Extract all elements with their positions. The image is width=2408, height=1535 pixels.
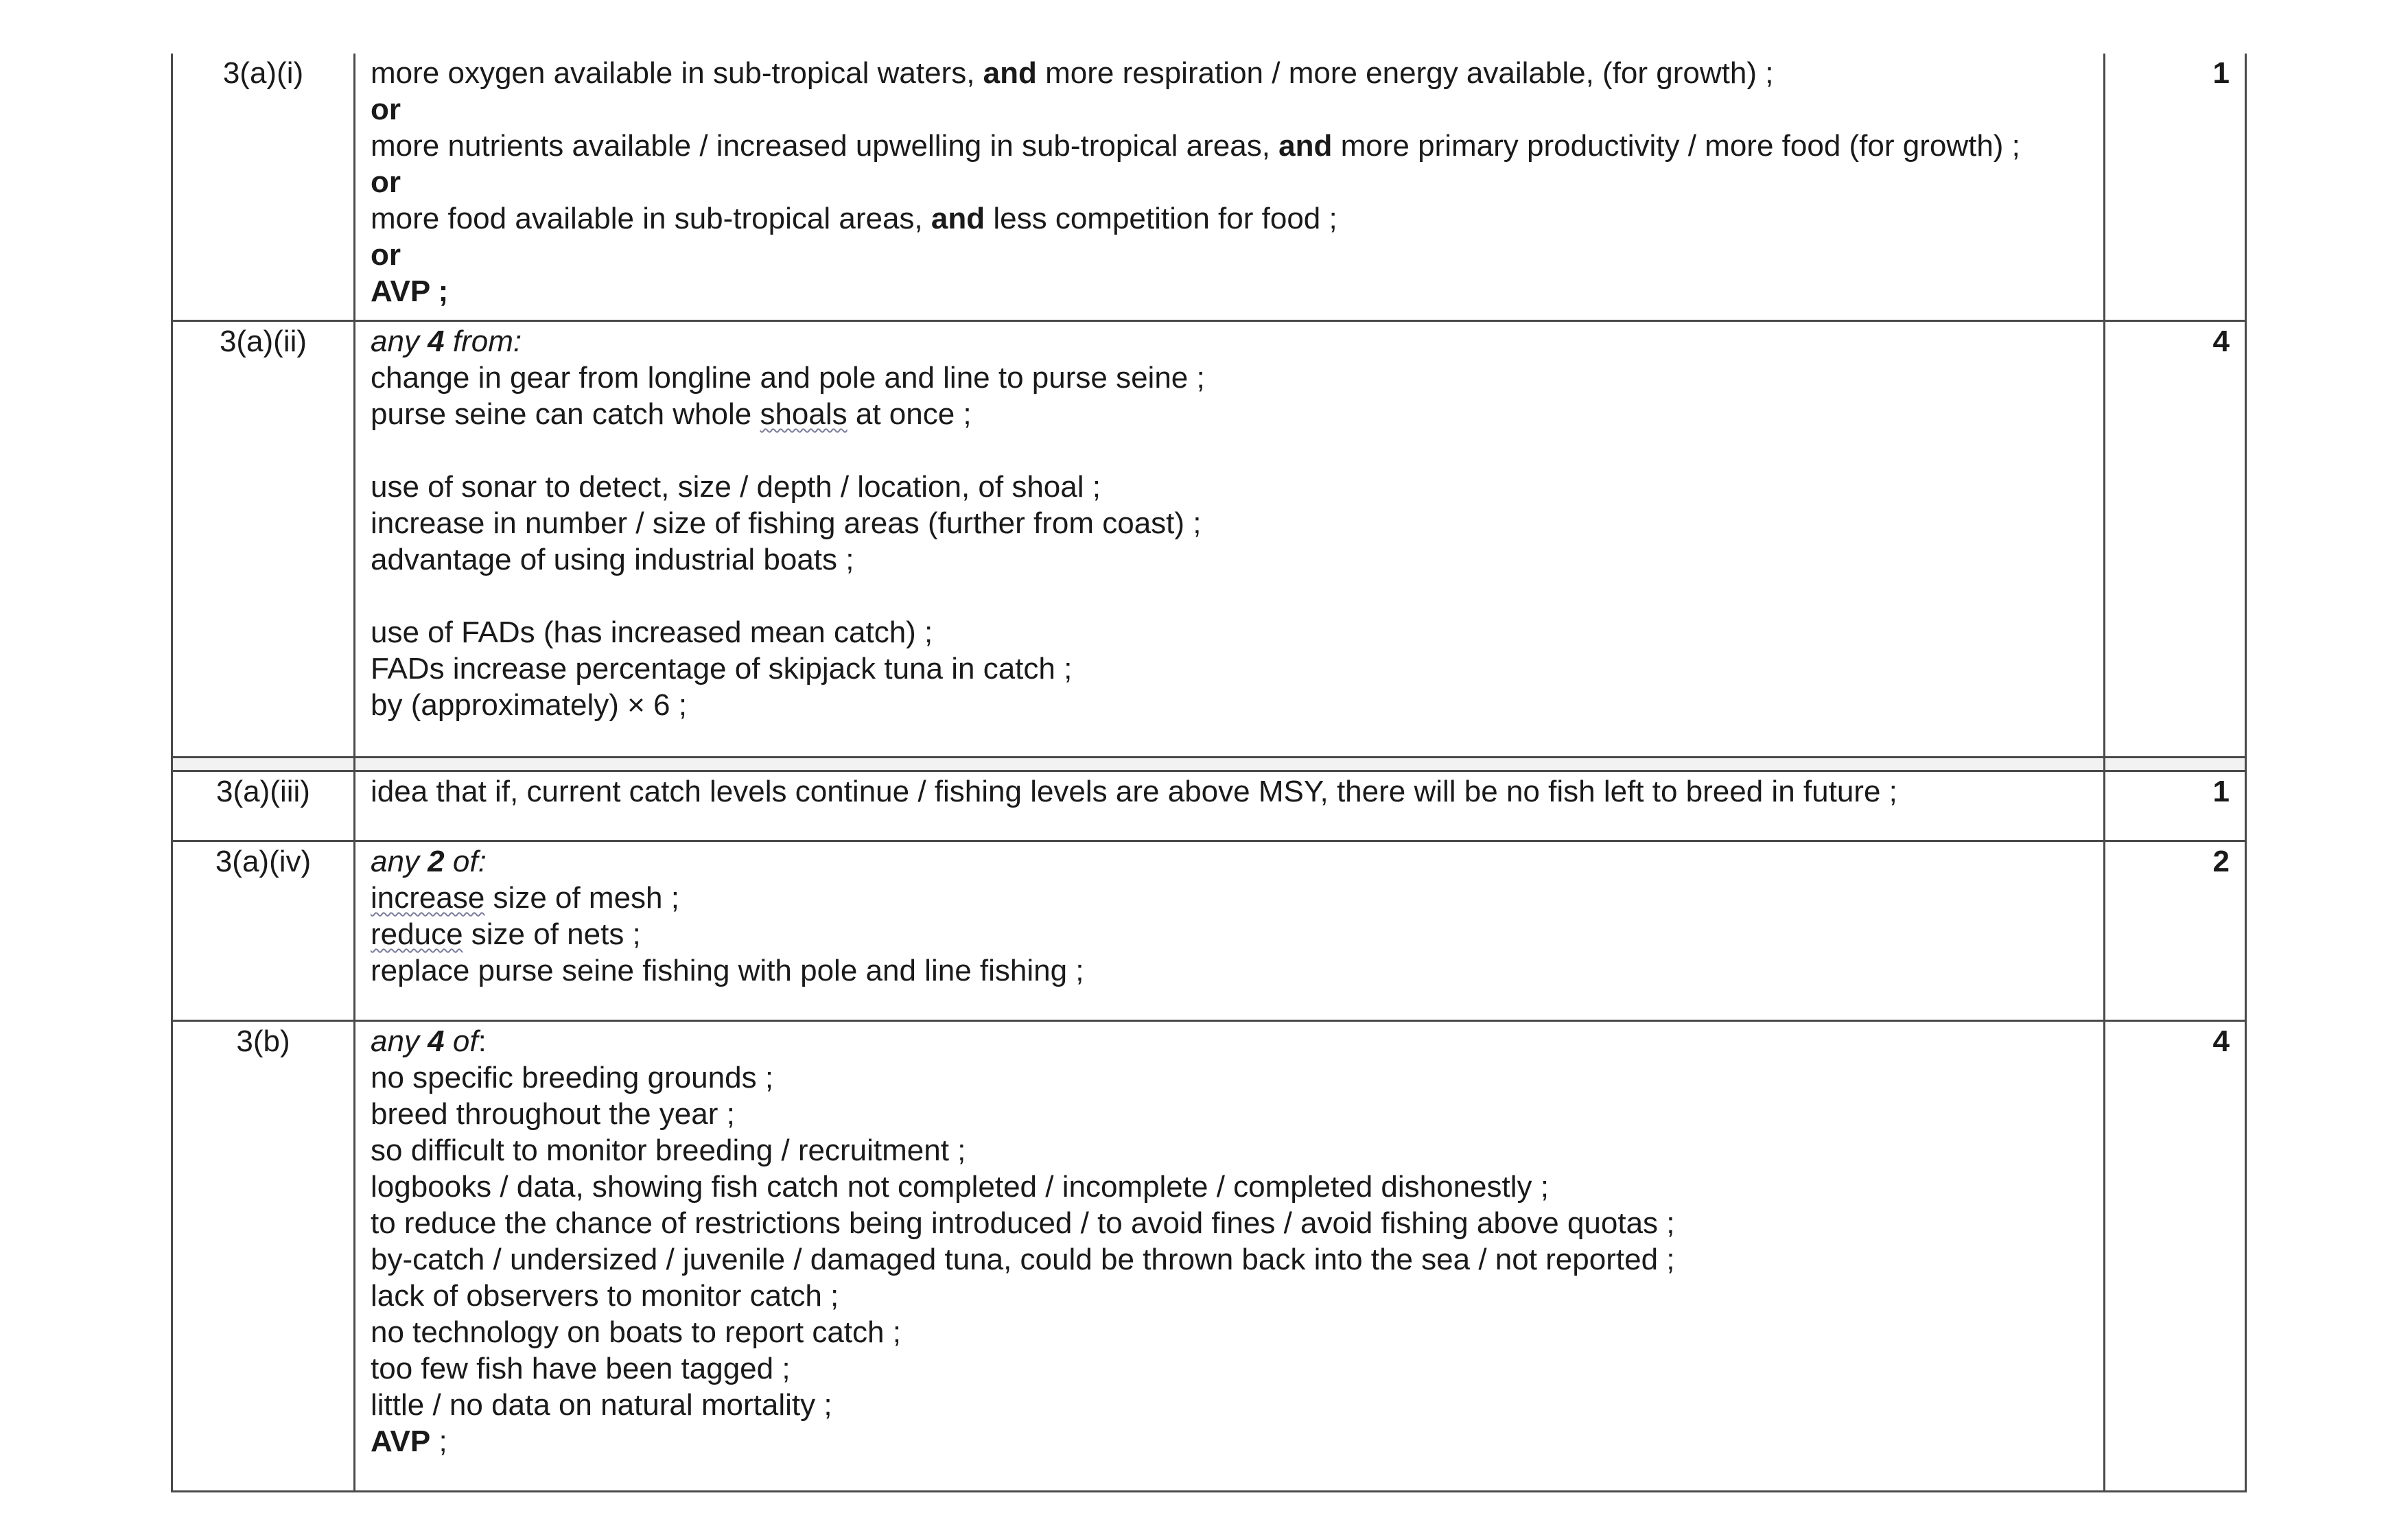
answer-text: less competition for food ;: [985, 202, 1337, 235]
answer-text: too few fish have been tagged ;: [371, 1352, 791, 1385]
answer-line: [371, 200, 2103, 237]
answer-text: :: [478, 1024, 487, 1058]
answer-text: 4: [428, 1024, 445, 1058]
answer-text: size of mesh ;: [484, 881, 679, 915]
question-number: 3(a)(i): [173, 54, 355, 320]
answer-line: [371, 164, 2103, 200]
answer-text: any: [371, 1024, 428, 1058]
question-number: 3(b): [173, 1022, 355, 1490]
answer-line: [371, 469, 2103, 505]
answer-text: or: [371, 93, 401, 126]
answer-text: more nutrients available / increased upwelling in sub-tropical areas,: [371, 129, 1279, 163]
answer-text: AVP: [371, 1425, 431, 1458]
marks: 4: [2212, 325, 2230, 358]
answer-cell: [355, 772, 2105, 840]
answer-line: [371, 91, 2103, 128]
answer-text: from:: [444, 325, 522, 358]
answer-text: idea that if, current catch levels continue / fishing levels are above MSY, there will be no fish left to breed in future ;: [371, 775, 1897, 808]
answer-line: [371, 1205, 2103, 1241]
answer-line: [371, 541, 2103, 578]
answer-text: no specific breeding grounds ;: [371, 1061, 774, 1094]
answer-text: so difficult to monitor breeding / recruitment ;: [371, 1134, 966, 1167]
answer-text: by-catch / undersized / juvenile / damaged tuna, could be thrown back into the sea / not reported ;: [371, 1243, 1675, 1276]
answer-line: [371, 651, 2103, 687]
answer-text: purse seine can catch whole: [371, 397, 760, 431]
answer-line: [371, 614, 2103, 651]
answer-text: any: [371, 845, 428, 878]
answer-text: logbooks / data, showing fish catch not completed / incomplete / completed dishonestly ;: [371, 1170, 1549, 1204]
table-row: [171, 1022, 2247, 1492]
table-divider: [171, 758, 2247, 772]
answer-line: [371, 323, 2103, 360]
answer-line: [371, 396, 2103, 432]
answer-line: [371, 1423, 2103, 1460]
answer-text: more food available in sub-tropical areas,: [371, 202, 931, 235]
answer-cell: [355, 54, 2105, 320]
answer-text: 4: [428, 325, 445, 358]
answer-text: and: [931, 202, 985, 235]
answer-text: FADs increase percentage of skipjack tuna in catch ;: [371, 652, 1073, 686]
answer-text: and: [1278, 129, 1333, 163]
answer-text: more oxygen available in sub-tropical waters,: [371, 56, 983, 90]
column-divider: [353, 758, 355, 770]
table-row: [171, 322, 2247, 758]
answer-text: lack of observers to monitor catch ;: [371, 1279, 839, 1313]
answer-text: change in gear from longline and pole and line to purse seine ;: [371, 361, 1205, 395]
answer-text: or: [371, 238, 401, 272]
answer-line: [371, 1314, 2103, 1350]
mark-scheme-table: [171, 54, 2247, 1492]
answer-text: or: [371, 165, 401, 199]
marks: 1: [2212, 775, 2230, 808]
answer-line: [371, 1350, 2103, 1387]
answer-line: [371, 1059, 2103, 1096]
answer-line: [371, 687, 2103, 723]
answer-line: [371, 1387, 2103, 1423]
question-number: 3(a)(ii): [173, 322, 355, 756]
answer-text: advantage of using industrial boats ;: [371, 543, 854, 576]
answer-line: [371, 773, 2103, 810]
question-number: 3(a)(iii): [173, 772, 355, 840]
answer-text: reduce: [371, 917, 463, 951]
table-row: [171, 772, 2247, 842]
answer-line: [371, 237, 2103, 273]
answer-line: [371, 1096, 2103, 1132]
answer-text: replace purse seine fishing with pole and line fishing ;: [371, 954, 1084, 987]
answer-cell: [355, 322, 2105, 756]
table-row: [171, 842, 2247, 1022]
answer-text: use of FADs (has increased mean catch) ;: [371, 616, 933, 649]
answer-line: [371, 55, 2103, 91]
answer-text: breed throughout the year ;: [371, 1097, 735, 1131]
answer-text: increase in number / size of fishing areas (further from coast) ;: [371, 506, 1202, 540]
answer-text: size of nets ;: [463, 917, 641, 951]
answer-line: [371, 128, 2103, 164]
answer-text: 2: [428, 845, 445, 878]
answer-line: [371, 273, 2103, 309]
answer-line: [371, 505, 2103, 541]
answer-text: of: [444, 1024, 478, 1058]
blank-line: [371, 432, 2103, 469]
answer-text: any: [371, 325, 428, 358]
answer-cell: [355, 1022, 2105, 1490]
answer-line: [371, 1278, 2103, 1314]
question-number: 3(a)(iv): [173, 842, 355, 1020]
answer-line: [371, 360, 2103, 396]
answer-text: of:: [444, 845, 487, 878]
answer-text: ;: [430, 1425, 447, 1458]
table-row: [171, 54, 2247, 322]
answer-text: shoals: [760, 397, 848, 431]
answer-text: use of sonar to detect, size / depth / location, of shoal ;: [371, 470, 1101, 504]
marks: 4: [2212, 1024, 2230, 1058]
answer-line: [371, 952, 2103, 989]
answer-text: and: [983, 56, 1037, 90]
marks: 2: [2212, 845, 2230, 878]
marks: 1: [2212, 56, 2230, 90]
answer-line: [371, 1241, 2103, 1278]
answer-text: more respiration / more energy available, (for growth) ;: [1036, 56, 1774, 90]
answer-text: to reduce the chance of restrictions being introduced / to avoid fines / avoid fishing above quotas ;: [371, 1206, 1675, 1240]
answer-line: [371, 1132, 2103, 1169]
answer-line: [371, 1023, 2103, 1059]
blank-line: [371, 578, 2103, 614]
answer-cell: [355, 842, 2105, 1020]
answer-line: [371, 1169, 2103, 1205]
answer-text: more primary productivity / more food (for growth) ;: [1332, 129, 2020, 163]
column-divider: [2103, 758, 2105, 770]
answer-text: no technology on boats to report catch ;: [371, 1315, 901, 1349]
answer-line: [371, 916, 2103, 952]
answer-line: [371, 880, 2103, 916]
answer-text: AVP ;: [371, 274, 449, 308]
answer-text: at once ;: [847, 397, 972, 431]
answer-text: little / no data on natural mortality ;: [371, 1388, 832, 1422]
answer-line: [371, 843, 2103, 880]
answer-text: by (approximately) × 6 ;: [371, 688, 687, 722]
answer-text: increase: [371, 881, 485, 915]
